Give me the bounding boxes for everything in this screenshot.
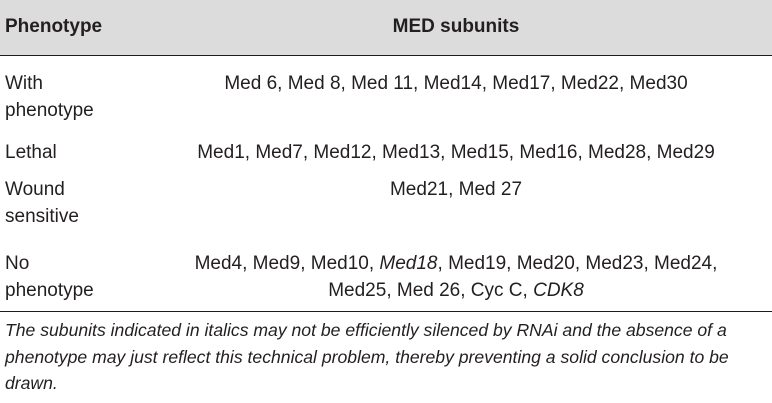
phenotype-line: phenotype [5,100,94,121]
subunit-text: Med21, Med 27 [389,179,523,200]
subunit-italic: CDK8 [533,280,584,301]
table-header [0,0,772,56]
subunit-text: Med1, Med7, Med12, Med13, Med15, Med16, Med28, Med29 [197,142,715,163]
subunit-text: Med 6, Med 8, Med 11, Med14, Med17, Med22, Med30 [224,73,688,94]
phenotype-line: phenotype [5,280,94,301]
table-bottom-rule [0,311,772,312]
header-med-subunits: MED subunits [392,16,520,37]
subunit-italic: Med18 [379,253,438,274]
row-phenotype [5,139,145,166]
table-footnote: The subunits indicated in italics may not be efficiently silenced by RNAi and the absence of a phenotype may just reflect this technical problem, thereby preventing a solid conclusion to be drawn. [5,320,729,393]
row-subunits [140,250,772,304]
row-subunits [140,70,772,97]
row-phenotype [5,250,145,304]
subunit-text: , Med19, Med20, Med23, Med24, [437,253,718,274]
phenotype-line: sensitive [5,206,79,227]
row-subunits [140,139,772,166]
phenotype-line: Wound [5,179,65,200]
row-phenotype [5,70,145,124]
row-subunits [140,176,772,203]
phenotype-line: Lethal [5,142,57,163]
subunit-text: Med25, Med 26, Cyc C, [328,280,534,301]
row-phenotype [5,176,145,230]
phenotype-line: With [5,73,43,94]
header-phenotype: Phenotype [5,16,103,37]
subunit-text: Med4, Med9, Med10, [194,253,380,274]
phenotype-line: No [5,253,30,274]
